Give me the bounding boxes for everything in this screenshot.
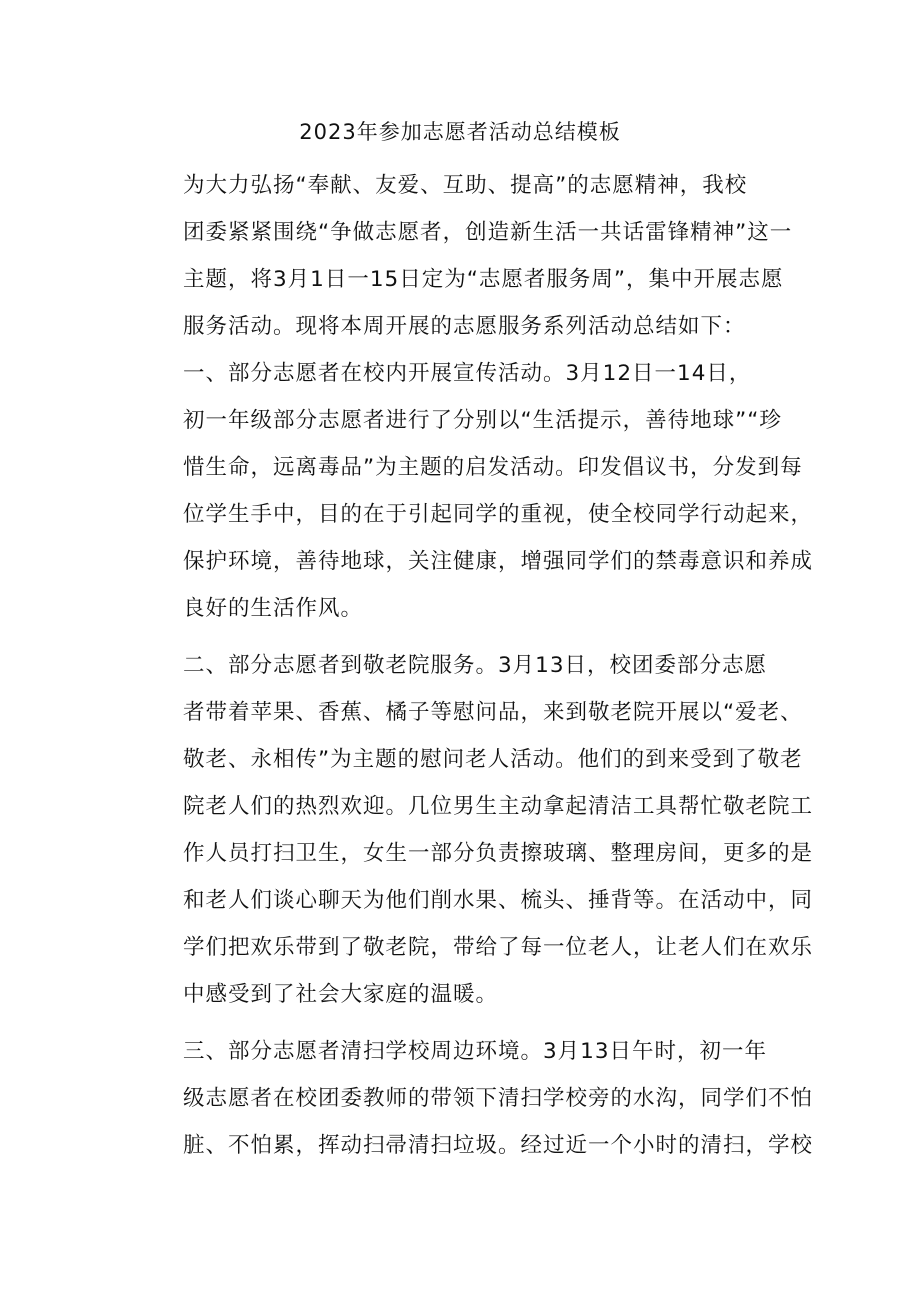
- text-line: 敬老、永相传”为主题的慰问老人活动。他们的到来受到了敬老: [183, 747, 803, 772]
- text-line: 团委紧紧围绕“争做志愿者，创造新生活一共话雷锋精神”这一: [183, 220, 793, 245]
- text-line: 位学生手中，目的在于引起同学的重视，使全校同学行动起来，: [183, 502, 814, 527]
- text-line: 中感受到了社会大家庭的温暖。: [183, 982, 499, 1007]
- text-line: 服务活动。现将本周开展的志愿服务系列活动总结如下：: [183, 314, 746, 339]
- text-line: 脏、不怕累，挥动扫帚清扫垃圾。经过近一个小时的清扫，学校: [183, 1133, 814, 1158]
- text-line: 保护环境，善待地球，关注健康，增强同学们的禁毒意识和养成: [183, 549, 814, 574]
- text-line: 主题，将3月1日一15日定为“志愿者服务周”，集中开展志愿: [183, 267, 784, 292]
- text-line: 为大力弘扬“奉献、友爱、互助、提高”的志愿精神，我校: [183, 173, 748, 198]
- text-line: 惜生命，远离毒品”为主题的启发活动。印发倡议书，分发到每: [183, 455, 803, 480]
- document-title: 2023年参加志愿者活动总结模板: [299, 120, 621, 144]
- text-line: 作人员打扫卫生，女生一部分负责擦玻璃、整理房间，更多的是: [183, 841, 814, 866]
- text-line: 一、部分志愿者在校内开展宣传活动。3月12日一14日，: [183, 361, 752, 386]
- text-line: 初一年级部分志愿者进行了分别以“生活提示，善待地球”“珍: [183, 408, 782, 433]
- text-line: 学们把欢乐带到了敬老院，带给了每一位老人，让老人们在欢乐: [183, 935, 814, 960]
- paragraph-section-1: [137, 350, 814, 632]
- text-line: 级志愿者在校团委教师的带领下清扫学校旁的水沟，同学们不怕: [183, 1086, 814, 1111]
- text-line: 和老人们谈心聊天为他们削水果、梳头、捶背等。在活动中，同: [183, 888, 814, 913]
- text-line: 者带着苹果、香蕉、橘子等慰问品，来到敬老院开展以“爱老、: [183, 700, 803, 725]
- paragraph-section-3: [137, 1028, 814, 1169]
- text-line: 二、部分志愿者到敬老院服务。3月13日，校团委部分志愿: [183, 653, 768, 678]
- paragraph-intro: [137, 162, 797, 350]
- text-line: 三、部分志愿者清扫学校周边环境。3月13日午时，初一年: [183, 1039, 768, 1064]
- document-body: [137, 162, 814, 1169]
- text-line: 良好的生活作风。: [183, 596, 364, 621]
- paragraph-section-2: [137, 642, 814, 1018]
- text-line: 院老人们的热烈欢迎。几位男生主动拿起清洁工具帮忙敬老院工: [183, 794, 814, 819]
